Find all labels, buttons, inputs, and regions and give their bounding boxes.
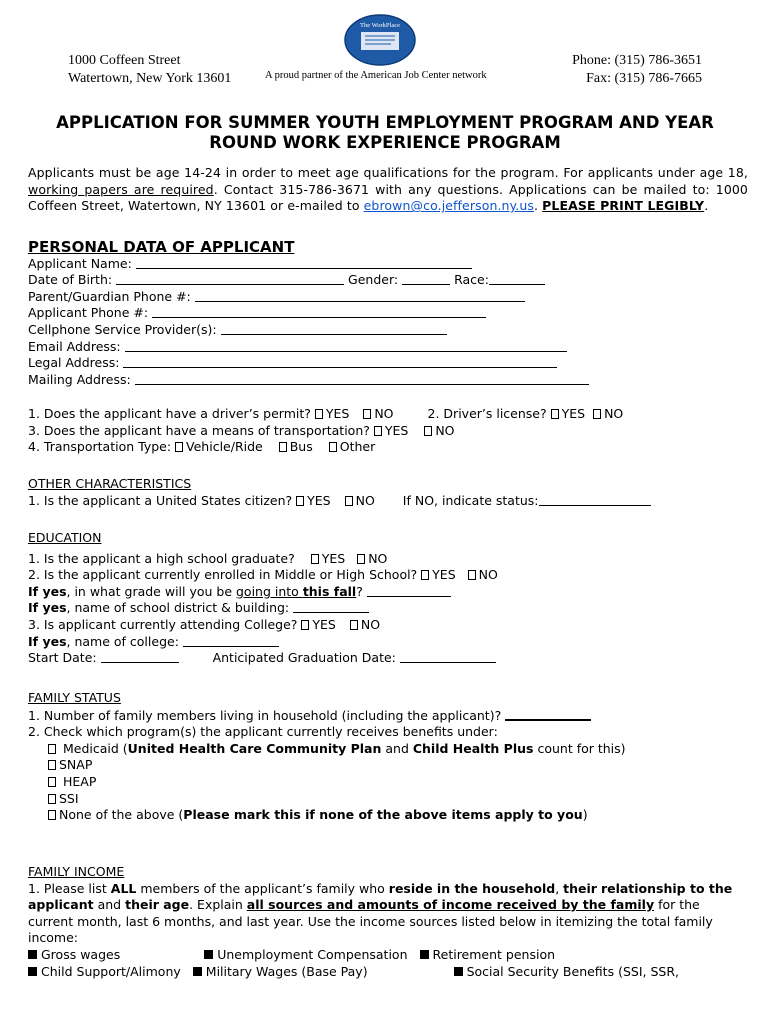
bullet-icon	[28, 950, 37, 959]
benefits-question: 2. Check which program(s) the applicant currently receives benefits under:	[28, 724, 498, 740]
family-income-heading: FAMILY INCOME	[28, 864, 125, 879]
family-income-instructions	[28, 881, 748, 947]
grade-question-end: ?	[356, 583, 367, 599]
intro-text: Applicants must be age 14-24 in order to meet age qualifications for the program. For applicants under age 18,	[28, 165, 748, 180]
vehicle-label: Vehicle/Ride	[186, 439, 263, 455]
bus-checkbox[interactable]	[279, 442, 287, 452]
if-yes-label: If yes	[28, 583, 67, 599]
permit-question: 1. Does the applicant have a driver’s permit?	[28, 406, 315, 421]
this-fall-label: this fall	[302, 583, 357, 599]
snap-checkbox[interactable]	[48, 760, 56, 770]
reside-label: reside in the household	[388, 880, 556, 896]
applicant-name-label: Applicant Name:	[28, 255, 136, 271]
address-line-1: 1000 Coffeen Street	[68, 53, 181, 68]
gender-label: Gender:	[344, 272, 403, 288]
permit-yes-checkbox[interactable]	[315, 409, 323, 419]
intro-end: .	[704, 198, 709, 214]
transport-type-question: 4. Transportation Type:	[28, 439, 176, 455]
social-security-label: Social Security Benefits (SSI, SSR,	[466, 963, 679, 979]
yes-label: YES	[384, 422, 409, 438]
office-address	[68, 52, 231, 88]
heap-label: HEAP	[59, 773, 97, 789]
legal-address-row	[28, 355, 748, 372]
comma: ,	[555, 880, 564, 896]
no-label: NO	[435, 422, 455, 438]
race-field[interactable]	[489, 272, 545, 285]
enrolled-yes-checkbox[interactable]	[421, 570, 429, 580]
mailing-address-field[interactable]	[135, 372, 589, 385]
income-text-2: members of the applicant’s family who	[136, 880, 389, 896]
citizen-question: 1. Is the applicant a United States citizen?	[28, 492, 297, 508]
child-health-plus-label: Child Health Plus	[412, 740, 534, 756]
license-no-checkbox[interactable]	[593, 409, 601, 419]
none-note: Please mark this if none of the above items apply to you	[183, 807, 583, 823]
title-line-1: APPLICATION FOR SUMMER YOUTH EMPLOYMENT PROGRAM AND YEAR	[56, 113, 714, 132]
grade-field[interactable]	[367, 584, 451, 597]
logo-text: The WorkPlace	[360, 22, 400, 29]
legal-address-label: Legal Address:	[28, 355, 124, 371]
cell-provider-field[interactable]	[221, 322, 447, 335]
partner-tagline: A proud partner of the American Job Center network	[265, 70, 487, 81]
guardian-phone-label: Parent/Guardian Phone #:	[28, 288, 195, 304]
college-yes-checkbox[interactable]	[301, 620, 309, 630]
if-yes-label: If yes	[28, 633, 67, 649]
grad-date-label: Anticipated Graduation Date:	[212, 650, 400, 666]
print-legibly-note: PLEASE PRINT LEGIBLY	[542, 198, 705, 214]
unemployment-label: Unemployment Compensation	[217, 946, 408, 962]
bus-label: Bus	[289, 439, 313, 455]
education-section	[28, 530, 748, 667]
email-link[interactable]: ebrown@co.jefferson.ny.us	[363, 198, 534, 214]
district-row	[28, 600, 748, 617]
snap-label: SNAP	[59, 757, 93, 773]
other-characteristics-section	[28, 476, 748, 509]
enrolled-question: 2. Is the applicant currently enrolled in Middle or High School?	[28, 567, 422, 583]
none-checkbox[interactable]	[48, 810, 56, 820]
start-date-label: Start Date:	[28, 650, 101, 666]
military-label: Military Wages (Base Pay)	[205, 963, 368, 979]
yes-label: YES	[321, 550, 346, 566]
email-field[interactable]	[125, 339, 567, 352]
gross-wages-label: Gross wages	[41, 946, 121, 962]
none-end: )	[582, 807, 588, 823]
license-question: 2. Driver’s license?	[427, 406, 551, 421]
family-status-section	[28, 690, 748, 824]
status-label: If NO, indicate status:	[402, 492, 539, 508]
ssi-checkbox[interactable]	[48, 794, 56, 804]
start-date-field[interactable]	[101, 650, 179, 663]
working-papers-note: working papers are required	[28, 181, 214, 197]
child-support-label: Child Support/Alimony	[41, 963, 181, 979]
dob-field[interactable]	[116, 272, 344, 285]
grade-question: , in what grade will you be	[66, 583, 236, 599]
none-option	[28, 807, 748, 824]
transport-yes-checkbox[interactable]	[374, 426, 382, 436]
no-label: NO	[604, 406, 624, 421]
snap-option	[28, 757, 748, 774]
united-health-label: United Health Care Community Plan	[127, 740, 382, 756]
household-count-row	[28, 707, 748, 725]
bullet-icon	[454, 967, 463, 976]
hs-graduate-question: 1. Is the applicant a high school graduate?	[28, 550, 299, 566]
personal-data-heading: PERSONAL DATA OF APPLICANT	[28, 238, 295, 256]
phone-number: Phone: (315) 786-3651	[572, 53, 702, 68]
hs-graduate-row	[28, 551, 748, 568]
email-label: Email Address:	[28, 338, 125, 354]
intro-contact-text: . Contact 315-786-3671 with any questions. Applications can be mailed to: 1000 Coffeen Street, Watertown, NY 13601 or e-mailed to	[28, 181, 748, 214]
cell-provider-label: Cellphone Service Provider(s):	[28, 321, 221, 337]
workplace-logo	[343, 14, 417, 66]
family-income-section	[28, 864, 748, 980]
transportation-questions	[28, 406, 748, 456]
vehicle-checkbox[interactable]	[175, 442, 183, 452]
address-line-2: Watertown, New York 13601	[68, 71, 232, 86]
ssi-option	[28, 791, 748, 808]
citizen-no-checkbox[interactable]	[345, 496, 353, 506]
bullet-icon	[28, 967, 37, 976]
enrolled-row	[28, 567, 748, 584]
income-sources-row-2	[28, 964, 748, 981]
medicaid-label: Medicaid (	[59, 740, 128, 756]
district-label: , name of school district & building:	[66, 600, 294, 616]
income-sources-row-1	[28, 947, 748, 964]
hs-graduate-yes-checkbox[interactable]	[311, 554, 319, 564]
district-field[interactable]	[293, 600, 369, 613]
yes-label: YES	[325, 406, 350, 421]
applicant-name-row	[28, 256, 748, 273]
retirement-label: Retirement pension	[432, 946, 556, 962]
guardian-phone-field[interactable]	[195, 289, 525, 302]
college-question: 3. Is applicant currently attending College?	[28, 616, 302, 632]
education-heading: EDUCATION	[28, 530, 102, 545]
fax-number: Fax: (315) 786-7665	[586, 71, 702, 86]
dob-row	[28, 272, 748, 289]
their-age-label: their age	[125, 897, 190, 913]
ssi-label: SSI	[59, 790, 79, 806]
family-status-heading: FAMILY STATUS	[28, 690, 121, 705]
transport-no-checkbox[interactable]	[424, 426, 432, 436]
personal-data-section	[28, 239, 748, 388]
email-row	[28, 339, 748, 356]
hs-graduate-no-checkbox[interactable]	[357, 554, 365, 564]
no-label: NO	[360, 616, 381, 632]
income-text-4: . Explain	[189, 897, 247, 913]
bullet-icon	[204, 950, 213, 959]
income-text-5: for the current month, last 6 months, and last year. Use the income sources listed below in itemizing the total family income:	[28, 897, 713, 946]
medicaid-option	[28, 741, 748, 758]
guardian-phone-row	[28, 289, 748, 306]
household-count-question: 1. Number of family members living in household (including the applicant)?	[28, 707, 506, 723]
applicant-phone-label: Applicant Phone #:	[28, 305, 153, 321]
yes-label: YES	[561, 406, 586, 421]
other-label: Other	[339, 439, 376, 455]
bullet-icon	[193, 967, 202, 976]
college-name-label: , name of college:	[66, 633, 183, 649]
other-characteristics-heading: OTHER CHARACTERISTICS	[28, 476, 192, 491]
yes-label: YES	[312, 616, 336, 632]
dob-label: Date of Birth:	[28, 272, 117, 288]
yes-label: YES	[307, 492, 331, 508]
enrolled-no-checkbox[interactable]	[468, 570, 476, 580]
gender-field[interactable]	[402, 272, 450, 285]
their-label: their	[563, 880, 597, 896]
no-label: NO	[374, 406, 394, 421]
medicaid-note: count for this)	[533, 740, 626, 756]
transport-type-row	[28, 439, 748, 456]
race-label: Race:	[450, 272, 489, 288]
other-checkbox[interactable]	[329, 442, 337, 452]
contact-numbers	[572, 52, 702, 88]
mailing-address-label: Mailing Address:	[28, 371, 135, 387]
no-label: NO	[355, 492, 375, 508]
permit-question-row	[28, 406, 748, 423]
transport-means-row	[28, 423, 748, 440]
no-label: NO	[368, 550, 388, 566]
bullet-icon	[420, 950, 429, 959]
page-title	[28, 113, 742, 153]
household-count-field[interactable]	[505, 707, 591, 721]
grade-underline: going into	[236, 583, 303, 599]
if-yes-label: If yes	[28, 600, 67, 616]
legal-address-field[interactable]	[123, 355, 557, 368]
heap-checkbox[interactable]	[48, 777, 56, 787]
college-name-field[interactable]	[183, 634, 279, 647]
mailing-address-row	[28, 372, 748, 389]
status-field[interactable]	[539, 493, 651, 506]
all-label: ALL	[110, 880, 137, 896]
medicaid-checkbox[interactable]	[48, 744, 56, 754]
applicant-phone-field[interactable]	[152, 305, 486, 318]
income-text-1: 1. Please list	[28, 880, 111, 896]
grad-date-field[interactable]	[400, 650, 496, 663]
heap-option	[28, 774, 748, 791]
license-yes-checkbox[interactable]	[551, 409, 559, 419]
citizen-yes-checkbox[interactable]	[296, 496, 304, 506]
college-no-checkbox[interactable]	[350, 620, 358, 630]
dates-row	[28, 650, 748, 667]
yes-label: YES	[432, 567, 456, 583]
citizen-row	[28, 493, 748, 510]
college-row	[28, 617, 748, 634]
all-sources-label: all sources and amounts of income received by the family	[246, 897, 655, 913]
applicant-name-field[interactable]	[136, 256, 472, 269]
none-label: None of the above (	[59, 807, 184, 823]
transport-means-question: 3. Does the applicant have a means of transportation?	[28, 422, 374, 438]
title-line-2: ROUND WORK EXPERIENCE PROGRAM	[209, 133, 561, 152]
income-text-3: and	[93, 897, 126, 913]
and-label: and	[381, 740, 413, 756]
relationship-label: relationship to the applicant	[28, 880, 733, 913]
college-name-row	[28, 634, 748, 651]
grade-row	[28, 584, 748, 601]
no-label: NO	[478, 567, 498, 583]
permit-no-checkbox[interactable]	[363, 409, 371, 419]
applicant-phone-row	[28, 305, 748, 322]
cell-provider-row	[28, 322, 748, 339]
intro-separator: .	[534, 198, 543, 214]
intro-paragraph	[28, 165, 748, 215]
